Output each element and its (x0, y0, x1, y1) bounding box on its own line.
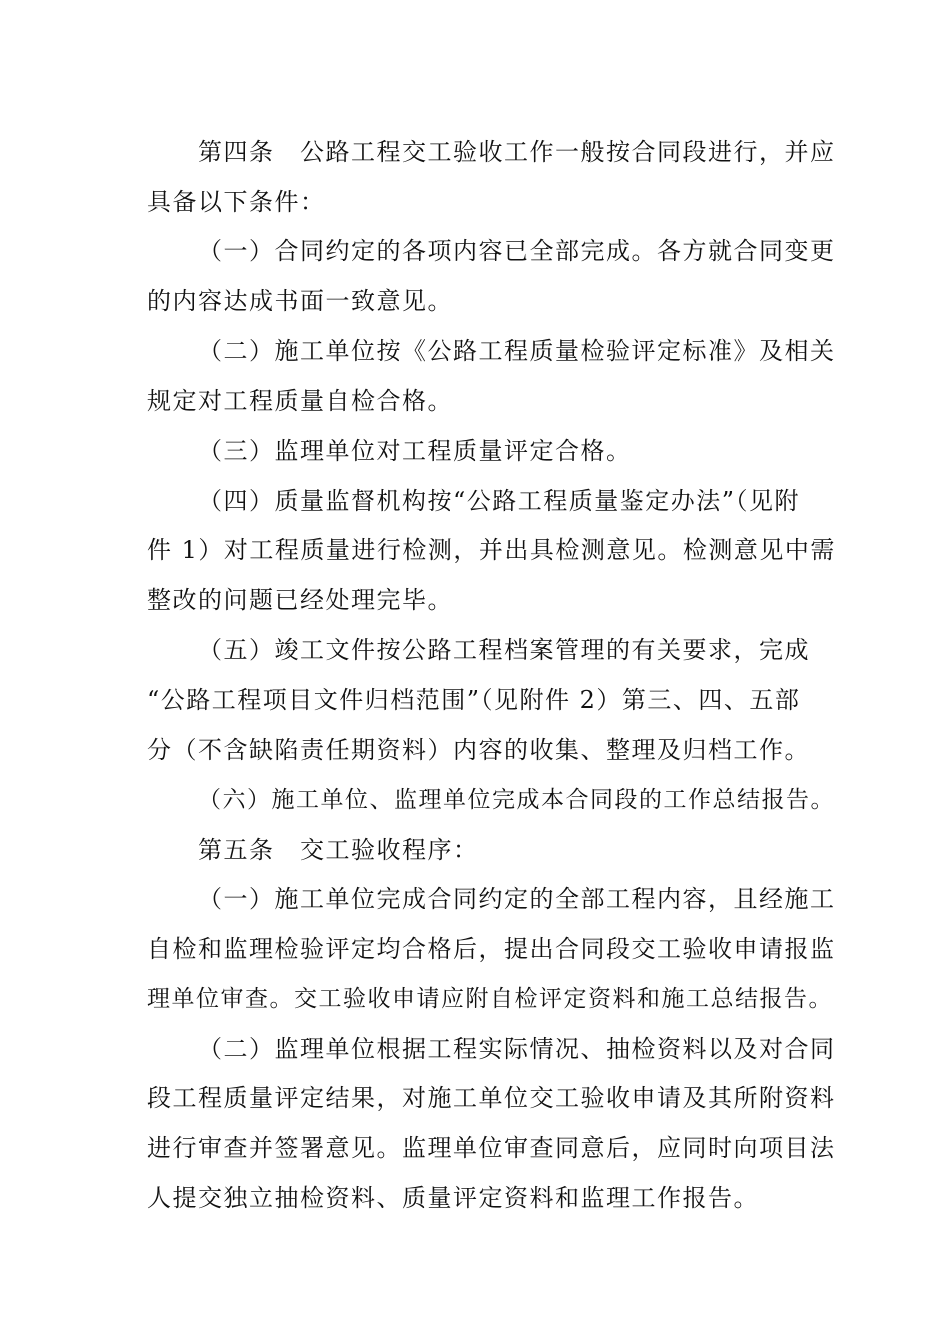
paragraph-line: （三）监理单位对工程质量评定合格。 (198, 437, 632, 465)
paragraph-line: 具备以下条件： (147, 188, 326, 216)
paragraph-line: 人提交独立抽检资料、质量评定资料和监理工作报告。 (147, 1184, 759, 1212)
paragraph-line: （一）施工单位完成合同约定的全部工程内容，且经施工 (198, 885, 836, 913)
paragraph-line: 理单位审查。交工验收申请应附自检评定资料和施工总结报告。 (147, 986, 833, 1012)
paragraph-line: （一）合同约定的各项内容已全部完成。各方就合同变更 (198, 237, 836, 265)
paragraph-line: 第五条 交工验收程序： (198, 836, 479, 864)
paragraph-line: （二）监理单位根据工程实际情况、抽检资料以及对合同 (198, 1035, 836, 1063)
paragraph-line: （二）施工单位按《公路工程质量检验评定标准》及相关 (198, 337, 836, 365)
paragraph-line: 件 1）对工程质量进行检测，并出具检测意见。检测意见中需 (147, 536, 836, 564)
paragraph-line: 规定对工程质量自检合格。 (147, 387, 453, 415)
paragraph-line: 进行审查并签署意见。监理单位审查同意后，应同时向项目法 (147, 1134, 836, 1162)
paragraph-line: （四）质量监督机构按“公路工程质量鉴定办法”（见附 (198, 487, 801, 515)
paragraph-line: “公路工程项目文件归档范围”（见附件 2）第三、四、五部 (147, 686, 801, 714)
paragraph-line: （五）竣工文件按公路工程档案管理的有关要求，完成 (198, 636, 810, 664)
paragraph-line: 第四条 公路工程交工验收工作一般按合同段进行，并应 (198, 138, 836, 166)
paragraph-line: 整改的问题已经处理完毕。 (147, 586, 453, 614)
paragraph-line: 自检和监理检验评定均合格后，提出合同段交工验收申请报监 (147, 935, 836, 963)
paragraph-line: 分（不含缺陷责任期资料）内容的收集、整理及归档工作。 (147, 736, 810, 764)
paragraph-line: 段工程质量评定结果，对施工单位交工验收申请及其所附资料 (147, 1084, 836, 1112)
paragraph-line: 的内容达成书面一致意见。 (147, 287, 453, 315)
paragraph-line: （六）施工单位、监理单位完成本合同段的工作总结报告。 (198, 787, 835, 813)
